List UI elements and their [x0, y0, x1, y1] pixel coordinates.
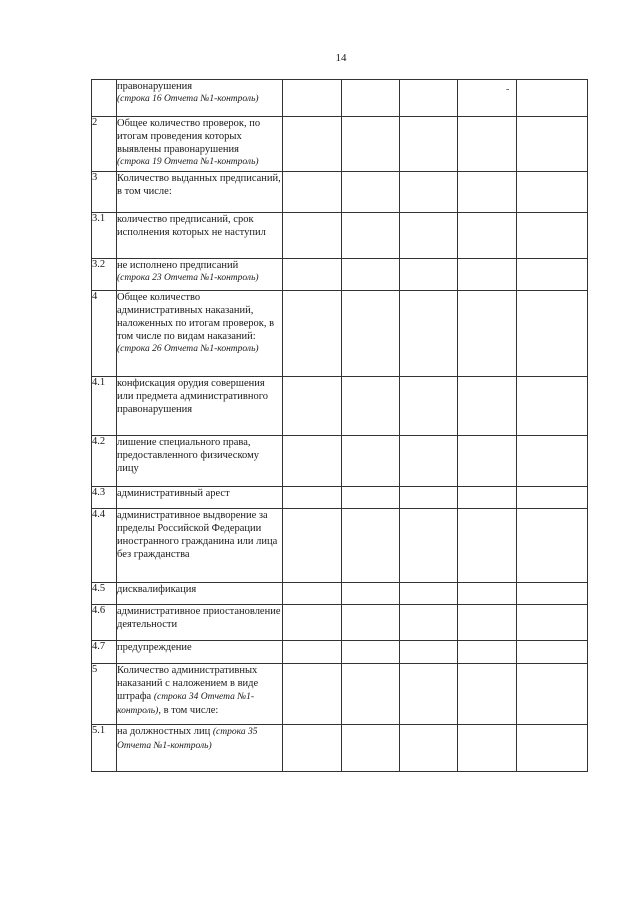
value-cell: [400, 605, 458, 641]
row-description: [117, 605, 283, 641]
row-description: [117, 436, 283, 487]
row-report-reference: (строка 35 Отчета №1-контроль): [117, 727, 258, 751]
value-cell: [517, 605, 588, 641]
value-cell: [400, 487, 458, 509]
value-cell: [342, 509, 400, 583]
value-cell: [400, 291, 458, 377]
value-cell: [342, 436, 400, 487]
table-row: [92, 664, 588, 725]
table-body: [92, 80, 588, 772]
value-cell: [283, 117, 342, 172]
row-number: 2: [92, 117, 117, 172]
value-cell: [400, 641, 458, 664]
report-table: [91, 79, 588, 772]
value-cell: [400, 259, 458, 291]
value-cell: [400, 436, 458, 487]
row-number: 4: [92, 291, 117, 377]
row-description: [117, 172, 283, 213]
value-cell: [458, 213, 517, 259]
row-description: [117, 583, 283, 605]
value-cell: [517, 80, 588, 117]
value-cell: [342, 377, 400, 436]
value-cell: [283, 583, 342, 605]
value-cell: [342, 291, 400, 377]
row-label: административное выдворение за пределы Российской Федерации иностранного гражданина или лица без гражданства: [117, 510, 278, 560]
value-cell: [342, 583, 400, 605]
value-cell: [517, 436, 588, 487]
row-report-reference: (строка 34 Отчета №1-контроль): [117, 692, 255, 716]
row-number: 4.5: [92, 583, 117, 605]
row-description: [117, 641, 283, 664]
row-number: 4.4: [92, 509, 117, 583]
row-description: [117, 291, 283, 377]
row-description: [117, 487, 283, 509]
row-label: дисквалификация: [117, 584, 197, 595]
row-description: [117, 725, 283, 772]
value-cell: [342, 117, 400, 172]
table-row: [92, 291, 588, 377]
row-number: 5: [92, 664, 117, 725]
value-cell: [342, 664, 400, 725]
value-cell: [283, 664, 342, 725]
row-report-reference: (строка 23 Отчета №1-контроль): [117, 273, 259, 283]
value-cell: [400, 80, 458, 117]
value-cell: [283, 436, 342, 487]
value-cell: [517, 664, 588, 725]
table-row: [92, 583, 588, 605]
row-label: Количество выданных предписаний, в том числе:: [117, 173, 281, 197]
row-label-suffix: , в том числе:: [158, 705, 219, 716]
row-label: предупреждение: [117, 642, 192, 653]
value-cell: [517, 509, 588, 583]
table-row: [92, 487, 588, 509]
row-description: [117, 377, 283, 436]
value-cell: [517, 117, 588, 172]
table-row: [92, 80, 588, 117]
table-row: [92, 725, 588, 772]
value-cell: [517, 725, 588, 772]
row-description: [117, 509, 283, 583]
value-cell: [283, 377, 342, 436]
value-cell: [342, 259, 400, 291]
value-cell: [283, 259, 342, 291]
value-cell: [517, 291, 588, 377]
row-label: Количество административных наказаний с наложением в виде штрафа: [117, 665, 259, 702]
row-number: 4.6: [92, 605, 117, 641]
table-row: [92, 436, 588, 487]
value-cell: [400, 172, 458, 213]
row-number: 4.7: [92, 641, 117, 664]
row-label: административное приостановление деятельности: [117, 606, 281, 630]
value-cell: [458, 664, 517, 725]
table-row: [92, 117, 588, 172]
row-number: 3.1: [92, 213, 117, 259]
value-cell: [283, 291, 342, 377]
row-label: Общее количество административных наказаний, наложенных по итогам проверок, в том числе по видам наказаний:: [117, 292, 275, 342]
row-label: не исполнено предписаний: [117, 260, 239, 271]
value-cell: [458, 377, 517, 436]
row-description: [117, 259, 283, 291]
row-label: количество предписаний, срок исполнения которых не наступил: [117, 214, 266, 238]
row-number: [92, 80, 117, 117]
row-label: конфискация орудия совершения или предмета административного правонарушения: [117, 378, 268, 415]
value-cell: [458, 487, 517, 509]
row-number: 3.2: [92, 259, 117, 291]
row-description: [117, 80, 283, 117]
table-row: [92, 172, 588, 213]
value-cell: [400, 117, 458, 172]
value-cell: [400, 725, 458, 772]
table-row: [92, 641, 588, 664]
value-cell: [283, 213, 342, 259]
value-cell: [400, 377, 458, 436]
value-cell: [400, 213, 458, 259]
value-cell: [517, 259, 588, 291]
table-row: [92, 259, 588, 291]
value-cell: [400, 664, 458, 725]
value-cell: [283, 725, 342, 772]
value-cell: [458, 436, 517, 487]
row-description: [117, 213, 283, 259]
value-cell: [283, 641, 342, 664]
value-cell: [400, 509, 458, 583]
value-cell: [342, 487, 400, 509]
row-number: 4.3: [92, 487, 117, 509]
value-cell: [342, 172, 400, 213]
table-row: [92, 605, 588, 641]
row-label: правонарушения: [117, 81, 193, 92]
value-cell: [342, 605, 400, 641]
value-cell: [458, 172, 517, 213]
value-cell: [458, 259, 517, 291]
row-label: на должностных лиц: [117, 726, 211, 737]
value-cell: [458, 725, 517, 772]
value-cell: [517, 172, 588, 213]
row-description: [117, 664, 283, 725]
value-cell: [517, 377, 588, 436]
value-cell: [517, 641, 588, 664]
row-number: 4.1: [92, 377, 117, 436]
value-cell: [283, 172, 342, 213]
table-row: [92, 213, 588, 259]
value-cell: [517, 487, 588, 509]
table-row: [92, 509, 588, 583]
value-cell: [458, 291, 517, 377]
page-number: 14: [335, 52, 347, 64]
value-cell: [342, 213, 400, 259]
row-number: 3: [92, 172, 117, 213]
value-cell: [458, 509, 517, 583]
value-cell: [517, 213, 588, 259]
value-cell: [283, 80, 342, 117]
value-cell: [458, 117, 517, 172]
row-number: 5.1: [92, 725, 117, 772]
row-report-reference: (строка 26 Отчета №1-контроль): [117, 344, 259, 354]
value-cell: [283, 487, 342, 509]
value-cell: [342, 641, 400, 664]
row-label: административный арест: [117, 488, 230, 499]
value-cell: [283, 509, 342, 583]
value-cell: [458, 605, 517, 641]
first-row-mark: -: [506, 84, 510, 95]
row-label: Общее количество проверок, по итогам проведения которых выявлены правонарушения: [117, 118, 261, 155]
row-label: лишение специального права, предоставленного физическому лицу: [117, 437, 259, 474]
value-cell: [400, 583, 458, 605]
value-cell: [458, 583, 517, 605]
row-number: 4.2: [92, 436, 117, 487]
row-description: [117, 117, 283, 172]
row-report-reference: (строка 19 Отчета №1-контроль): [117, 157, 259, 167]
value-cell: [283, 605, 342, 641]
value-cell: [517, 583, 588, 605]
table-row: [92, 377, 588, 436]
row-report-reference: (строка 16 Отчета №1-контроль): [117, 94, 259, 104]
value-cell: [342, 80, 400, 117]
value-cell: [342, 725, 400, 772]
value-cell: [458, 641, 517, 664]
